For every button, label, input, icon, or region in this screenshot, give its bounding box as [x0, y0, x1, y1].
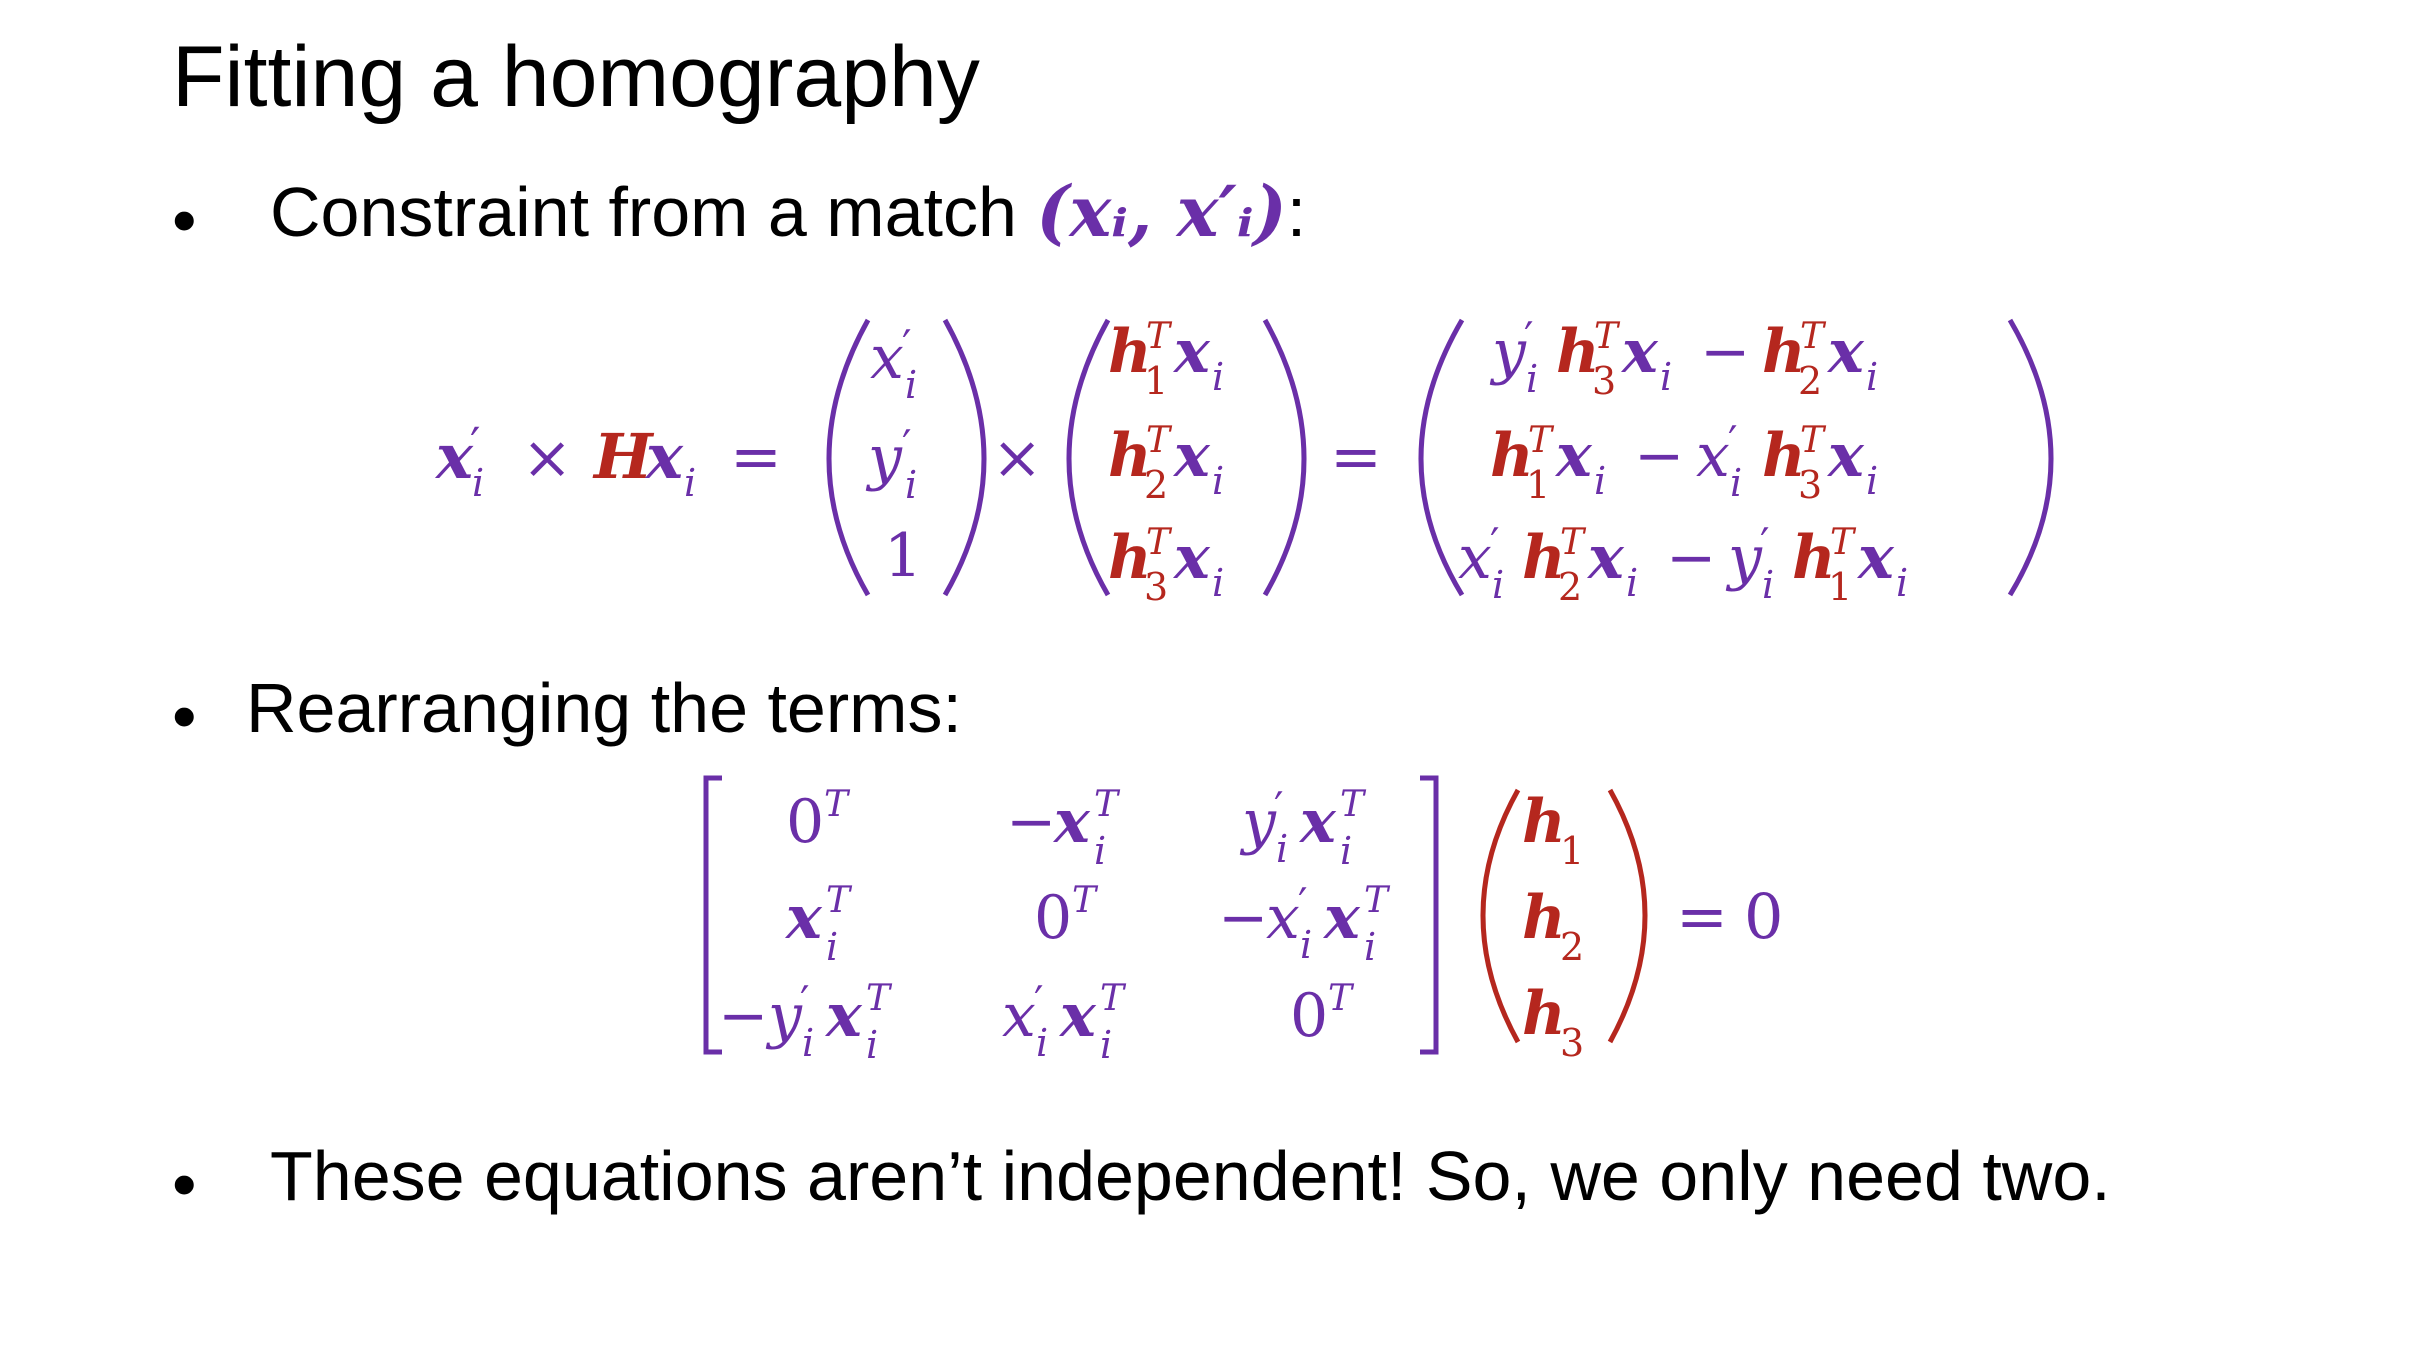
- svg-text:T: T: [1146, 522, 1171, 563]
- h-vector-right-paren: [1610, 790, 1645, 1042]
- svg-text:h: h: [1108, 523, 1152, 593]
- bullet-2: [246, 668, 962, 749]
- svg-text:1: 1: [1560, 829, 1585, 873]
- svg-text:x: x: [1174, 317, 1210, 387]
- svg-text:h: h: [1762, 317, 1806, 387]
- svg-text:3: 3: [1592, 359, 1617, 403]
- svg-text:1: 1: [1828, 565, 1853, 609]
- result-right-paren: [2010, 320, 2051, 595]
- svg-text:i: i: [1100, 1023, 1113, 1067]
- svg-text:x: x: [1556, 421, 1592, 491]
- svg-text:T: T: [1146, 420, 1171, 461]
- svg-text:i: i: [472, 461, 485, 505]
- svg-text:h: h: [1792, 523, 1836, 593]
- equation-cross-product: [0, 300, 2424, 640]
- svg-text:x: x: [1174, 421, 1210, 491]
- svg-text:=: =: [1330, 420, 1382, 493]
- svg-text:h: h: [1556, 317, 1600, 387]
- svg-text:x: x: [1588, 523, 1624, 593]
- svg-text:−: −: [1218, 883, 1269, 953]
- svg-text:0: 0: [786, 787, 825, 857]
- svg-text:x: x: [1060, 981, 1096, 1051]
- svg-text:T: T: [826, 880, 851, 921]
- svg-text:−: −: [718, 981, 769, 1051]
- svg-text:i: i: [1526, 357, 1539, 401]
- svg-text:i: i: [1212, 459, 1225, 503]
- svg-text:i: i: [1340, 829, 1353, 873]
- vector2-entries: [1108, 316, 1224, 609]
- svg-text:x: x: [786, 883, 822, 953]
- svg-text:×: ×: [522, 423, 573, 493]
- bullet-3: [270, 1136, 2111, 1217]
- svg-text:x: x: [1458, 523, 1492, 593]
- vector1-entries: [865, 321, 922, 591]
- svg-text:T: T: [1364, 880, 1389, 921]
- svg-text:h: h: [1522, 979, 1566, 1049]
- svg-text:T: T: [1594, 316, 1619, 357]
- svg-text:3: 3: [1798, 463, 1823, 507]
- svg-text:i: i: [1730, 461, 1743, 505]
- slide-title: Fitting a homography: [172, 29, 980, 125]
- svg-text:×: ×: [992, 423, 1043, 493]
- svg-text:x: x: [646, 420, 683, 493]
- svg-text:x: x: [1300, 787, 1336, 857]
- bullet-2-dot: •: [172, 677, 197, 755]
- svg-text:i: i: [802, 1021, 815, 1065]
- vector2-left-paren: [1069, 320, 1108, 595]
- bullet-1-math: (xᵢ, x′ᵢ): [1036, 170, 1287, 253]
- svg-text:i: i: [1660, 355, 1673, 399]
- svg-text:−: −: [1666, 523, 1717, 593]
- svg-text:0: 0: [1034, 883, 1073, 953]
- svg-text:x: x: [1324, 883, 1360, 953]
- result-row-2: [1490, 417, 1878, 507]
- svg-text:y: y: [1728, 523, 1762, 593]
- svg-text:i: i: [905, 363, 918, 407]
- svg-text:−: −: [1634, 421, 1685, 491]
- svg-text:T: T: [1072, 880, 1097, 921]
- h-vector-entries: [1522, 787, 1584, 1065]
- svg-text:′: ′: [902, 421, 912, 470]
- svg-text:h: h: [1522, 883, 1566, 953]
- svg-text:i: i: [866, 1023, 879, 1067]
- svg-text:′: ′: [1760, 519, 1770, 568]
- svg-text:′: ′: [800, 977, 810, 1026]
- result-left-paren: [1421, 320, 1462, 595]
- svg-text:T: T: [866, 978, 891, 1019]
- svg-text:′: ′: [1728, 417, 1738, 466]
- svg-text:T: T: [1800, 316, 1825, 357]
- svg-text:x: x: [1266, 883, 1300, 953]
- equation-rearranged: [0, 770, 2424, 1070]
- svg-text:3: 3: [1560, 1021, 1585, 1065]
- svg-text:=: =: [1676, 880, 1728, 953]
- result-row-3: [1458, 519, 1908, 609]
- svg-text:T: T: [1100, 978, 1125, 1019]
- svg-text:i: i: [905, 463, 918, 507]
- svg-text:x: x: [1828, 317, 1864, 387]
- bullet-2-text: Rearranging the terms:: [246, 669, 962, 747]
- svg-text:T: T: [1328, 978, 1353, 1019]
- equation-1-lhs: [434, 417, 782, 505]
- svg-text:h: h: [1108, 421, 1152, 491]
- svg-text:i: i: [1492, 563, 1505, 607]
- svg-text:y: y: [868, 423, 902, 493]
- svg-text:1: 1: [1144, 359, 1169, 403]
- svg-text:i: i: [1300, 923, 1313, 967]
- matrix-row-3: [718, 977, 1355, 1067]
- svg-text:3: 3: [1144, 565, 1169, 609]
- svg-text:T: T: [1094, 784, 1119, 825]
- svg-text:h: h: [1490, 421, 1534, 491]
- svg-text:i: i: [684, 461, 697, 505]
- svg-text:′: ′: [1490, 519, 1500, 568]
- svg-text:i: i: [1212, 355, 1225, 399]
- svg-text:′: ′: [1524, 313, 1534, 362]
- svg-text:x: x: [870, 323, 904, 393]
- svg-text:x: x: [1858, 523, 1894, 593]
- svg-text:′: ′: [1298, 879, 1308, 928]
- svg-text:−: −: [1006, 787, 1057, 857]
- svg-text:′: ′: [902, 321, 912, 370]
- svg-text:h: h: [1108, 317, 1152, 387]
- svg-text:T: T: [824, 784, 849, 825]
- svg-text:x: x: [1622, 317, 1658, 387]
- bullet-3-dot: •: [172, 1145, 197, 1223]
- svg-text:0: 0: [1744, 880, 1784, 953]
- svg-text:H: H: [594, 420, 653, 493]
- svg-text:i: i: [1094, 829, 1107, 873]
- svg-text:y: y: [1492, 317, 1526, 387]
- svg-text:h: h: [1522, 787, 1566, 857]
- svg-text:x: x: [1696, 421, 1730, 491]
- svg-text:i: i: [1896, 561, 1909, 605]
- svg-text:2: 2: [1560, 925, 1585, 969]
- svg-text:x: x: [1054, 787, 1090, 857]
- svg-text:i: i: [1364, 925, 1377, 969]
- svg-text:0: 0: [1290, 981, 1329, 1051]
- matrix-row-1: [786, 783, 1367, 873]
- bullet-3-text: These equations aren’t independent! So, we only need two.: [270, 1137, 2111, 1215]
- bullet-1-suffix: :: [1286, 173, 1307, 251]
- h-vector-left-paren: [1483, 790, 1518, 1042]
- vector2-right-paren: [1265, 320, 1304, 595]
- svg-text:=: =: [730, 420, 782, 493]
- svg-text:x: x: [436, 420, 473, 493]
- svg-text:′: ′: [470, 417, 481, 471]
- bullet-1-dot: •: [172, 181, 197, 259]
- svg-text:i: i: [1866, 355, 1879, 399]
- bullet-1: [270, 172, 1306, 253]
- bullet-1-text: Constraint from a match: [270, 173, 1037, 251]
- svg-text:′: ′: [1274, 783, 1284, 832]
- svg-text:−: −: [1700, 317, 1751, 387]
- svg-text:1: 1: [884, 521, 923, 591]
- svg-text:2: 2: [1558, 565, 1583, 609]
- svg-text:h: h: [1522, 523, 1566, 593]
- svg-text:i: i: [1036, 1021, 1049, 1065]
- svg-text:i: i: [1276, 827, 1289, 871]
- svg-text:T: T: [1146, 316, 1171, 357]
- vector1-right-paren: [945, 320, 984, 595]
- svg-text:2: 2: [1144, 463, 1169, 507]
- svg-text:T: T: [1800, 420, 1825, 461]
- svg-text:T: T: [1340, 784, 1365, 825]
- svg-text:T: T: [1830, 522, 1855, 563]
- svg-text:1: 1: [1526, 463, 1551, 507]
- svg-text:i: i: [1762, 563, 1775, 607]
- vector1-left-paren: [829, 320, 868, 595]
- svg-text:′: ′: [1034, 977, 1044, 1026]
- svg-text:x: x: [826, 981, 862, 1051]
- svg-text:i: i: [1866, 459, 1879, 503]
- svg-text:y: y: [1242, 787, 1276, 857]
- svg-text:x: x: [1002, 981, 1036, 1051]
- svg-text:i: i: [1212, 561, 1225, 605]
- svg-text:T: T: [1528, 420, 1553, 461]
- svg-text:2: 2: [1798, 359, 1823, 403]
- svg-text:i: i: [1626, 561, 1639, 605]
- svg-text:i: i: [1594, 459, 1607, 503]
- svg-text:x: x: [1174, 523, 1210, 593]
- svg-text:i: i: [826, 925, 839, 969]
- svg-text:x: x: [1828, 421, 1864, 491]
- svg-text:h: h: [1762, 421, 1806, 491]
- svg-text:y: y: [768, 981, 802, 1051]
- matrix-row-2: [784, 879, 1391, 969]
- matrix-right-bracket: [1420, 778, 1436, 1052]
- result-row-1: [1489, 313, 1878, 403]
- svg-text:T: T: [1560, 522, 1585, 563]
